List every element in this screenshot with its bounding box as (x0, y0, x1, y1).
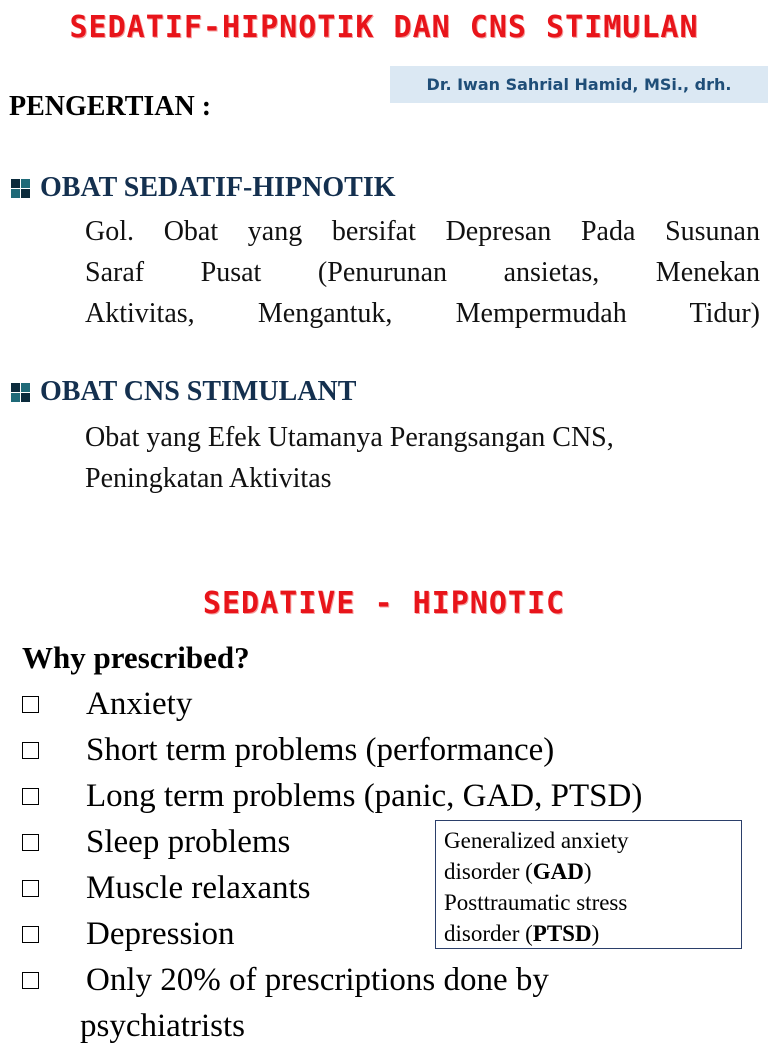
list-item-label: psychiatrists (80, 1008, 245, 1044)
bullet-heading-label: OBAT CNS STIMULANT (40, 376, 357, 407)
list-item-label: Depression (86, 916, 235, 952)
text-line: Aktivitas, Mengantuk, Mempermudah Tidur) (85, 298, 760, 329)
list-item (22, 916, 234, 953)
list-item-label: Sleep problems (86, 824, 291, 860)
text-line: Peningkatan Aktivitas (85, 463, 332, 494)
list-item (22, 686, 192, 723)
note-abbrev: GAD (532, 859, 584, 884)
text-line: Obat yang Efek Utamanya Perangsangan CNS, (85, 422, 614, 453)
bullet-heading-cns (11, 376, 356, 408)
text-line: Gol. Obat yang bersifat Depresan Pada Susunan (85, 216, 760, 247)
checkbox-icon (22, 926, 39, 943)
note-text: ) (591, 921, 600, 946)
note-text: disorder ( (444, 921, 533, 946)
list-item-label: Anxiety (86, 686, 193, 722)
checkbox-icon (22, 972, 39, 989)
checkbox-icon (22, 742, 39, 759)
question-heading: Why prescribed? (22, 640, 250, 675)
text-line: Saraf Pusat (Penurunan ansietas, Menekan (85, 257, 760, 288)
checkbox-icon (22, 788, 39, 805)
list-item-label: Short term problems (performance) (86, 732, 555, 768)
list-item (22, 824, 290, 861)
note-text: disorder ( (444, 859, 533, 884)
note-text: ) (583, 859, 592, 884)
list-item-label: Muscle relaxants (86, 870, 311, 906)
cns-description (85, 417, 760, 499)
list-item (22, 778, 642, 815)
bullet-heading-sedatif (11, 172, 396, 204)
checkbox-icon (22, 696, 39, 713)
sedatif-description (85, 211, 760, 334)
square-bullet-icon (11, 383, 30, 402)
list-item-label: Only 20% of prescriptions done by (86, 962, 549, 998)
list-item-label: Long term problems (panic, GAD, PTSD) (86, 778, 643, 814)
checkbox-icon (22, 834, 39, 851)
note-line (444, 856, 733, 887)
list-item-continuation (80, 1008, 245, 1045)
square-bullet-icon (11, 179, 30, 198)
note-line: Posttraumatic stress (444, 890, 628, 915)
slide2-title: SEDATIVE - HIPNOTIC (202, 586, 566, 621)
author-label: Dr. Iwan Sahrial Hamid, MSi., drh. (390, 66, 768, 103)
list-item (22, 870, 311, 907)
note-abbrev: PTSD (532, 921, 592, 946)
bullet-heading-label: OBAT SEDATIF-HIPNOTIK (40, 172, 396, 203)
list-item (22, 962, 549, 999)
note-line: Generalized anxiety (444, 828, 629, 853)
slide-title: SEDATIF-HIPNOTIK DAN CNS STIMULAN (69, 10, 699, 45)
section-heading: PENGERTIAN : (9, 91, 212, 122)
abbreviation-note (435, 820, 742, 949)
note-line (444, 918, 733, 949)
checkbox-icon (22, 880, 39, 897)
list-item (22, 732, 554, 769)
